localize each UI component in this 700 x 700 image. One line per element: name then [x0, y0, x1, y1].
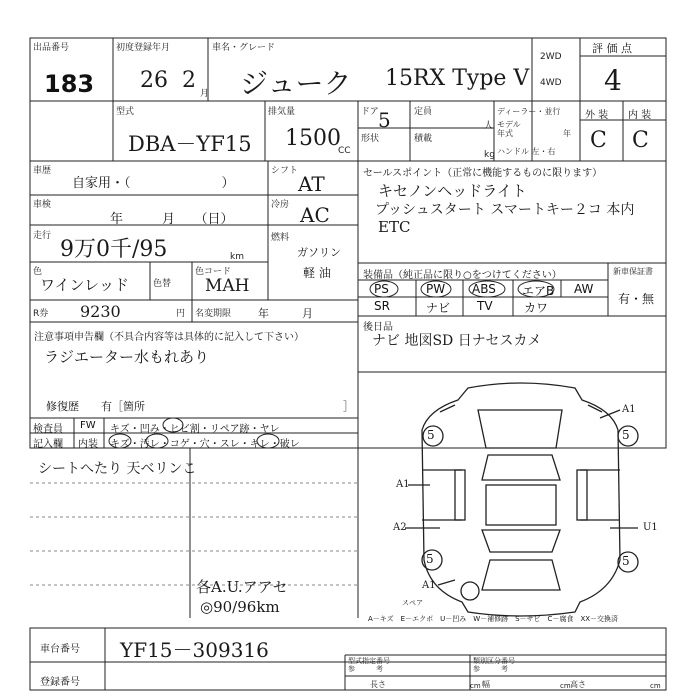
length-label: 長さ — [370, 680, 386, 689]
first-reg-year: 26 — [140, 68, 168, 93]
reg-label: 登録番号 — [40, 677, 80, 688]
aftermarket-value: ナビ 地図SD 日ナセスカメ — [372, 333, 542, 349]
month-unit: 月 — [200, 89, 210, 99]
selling-line2: プッシュスタート スマートキー２コ 本内 — [375, 202, 635, 218]
fuel-label: 燃料 — [271, 233, 290, 243]
interior-label: 内装 — [78, 439, 98, 450]
mark-right-door: U1 — [643, 522, 658, 533]
height-label: 高さ — [570, 680, 586, 689]
ext-value: C — [590, 128, 607, 153]
name-label: 車名・グレード — [212, 43, 276, 53]
shape-label: 形状 — [361, 134, 380, 144]
ticket-label: R券 — [33, 309, 49, 319]
ac-value: AC — [300, 203, 330, 227]
aftermarket-label: 後日品 — [363, 322, 393, 333]
equip-label: 装備品（純正品に限り○をつけてください） — [363, 270, 562, 281]
grade: 15RX Type V — [385, 66, 530, 91]
load-label: 積載 — [414, 134, 433, 144]
handle-label: ハンドル 左・右 — [497, 147, 556, 156]
displacement-label: 排気量 — [268, 107, 296, 117]
type-spec-label: 型式指定番号 参 考 — [348, 657, 390, 673]
memo-line2: ◎90/96km — [200, 598, 280, 616]
equip-aw: AW — [574, 282, 594, 296]
int-value: C — [632, 128, 649, 153]
length-cm: cm — [470, 682, 481, 690]
mark-front-right: A1 — [622, 404, 636, 415]
kg-unit: kg — [484, 150, 495, 160]
km-unit: km — [230, 252, 244, 262]
tire-front-left: 5 — [427, 428, 435, 442]
color-code-value: MAH — [205, 276, 250, 296]
legend: A－キズ E－エクボ U－凹み W－補修跡 S－サビ C－腐食 XX－交換済 — [368, 615, 619, 623]
warranty-value: 有・無 — [618, 292, 655, 306]
ticket-value: 9230 — [80, 302, 121, 321]
selling-line3: ETC — [378, 218, 411, 236]
inspector-note: シートへたり 天ベリンこ — [38, 461, 197, 477]
equip-airbag: エアB — [522, 284, 555, 298]
notes-value: ラジエーター水もれあり — [44, 348, 210, 366]
fuel-diesel: 軽 油 — [303, 266, 331, 280]
mark-rear-left: A1 — [422, 580, 436, 591]
history-value: 自家用・（ ） — [72, 176, 235, 191]
ext-label: 外 装 — [585, 110, 609, 121]
first-reg-label: 初度登録年月 — [116, 43, 171, 53]
equip-tv: TV — [477, 299, 493, 313]
year-unit: 年 — [563, 129, 571, 138]
model-value: DBA－YF15 — [128, 132, 252, 156]
history-label: 車歴 — [33, 166, 52, 176]
first-reg-month: 2 — [182, 68, 196, 93]
color-code-label: 色コード — [195, 267, 232, 277]
width-cm: cm — [560, 682, 571, 690]
memo-line1: 各A.U.アアセ — [196, 578, 288, 596]
color-value: ワインレッド — [40, 276, 130, 294]
name-change-label: 名変期限 — [195, 309, 232, 319]
inspection-value: 年 月 （日） — [110, 212, 234, 227]
yen-unit: 円 — [176, 309, 186, 319]
inspection-label: 車検 — [33, 200, 52, 210]
lot-number: 183 — [44, 70, 95, 98]
ac-label: 冷房 — [271, 200, 290, 210]
repair-label: 修復歴 有［箇所 ］ — [46, 400, 354, 413]
car-name: ジューク — [240, 67, 352, 100]
fw-label: FW — [80, 420, 96, 431]
color-change-label: 色替 — [153, 279, 172, 289]
equip-pw: PW — [426, 282, 446, 296]
spare-label: スペア — [402, 599, 423, 607]
int-label: 内 装 — [628, 110, 652, 121]
selling-line1: キセノンヘッドライト — [378, 182, 527, 200]
capacity-label: 定員 — [414, 107, 433, 117]
tire-front-right: 5 — [622, 428, 630, 442]
tire-rear-right: 5 — [622, 554, 630, 568]
chassis-label: 車台番号 — [40, 644, 80, 655]
equip-sr: SR — [374, 299, 390, 313]
mileage-label: 走行 — [33, 231, 52, 241]
notes-label: 注意事項申告欄（不具合内容等は具体的に記入して下さい） — [34, 332, 304, 343]
model-year-label: モデル 年式 — [497, 120, 521, 138]
equip-abs: ABS — [472, 282, 496, 296]
check-line2: キズ・汚レ・コゲ・穴・スレ・キレ・破レ — [110, 439, 300, 450]
check-label: 検査員 — [33, 424, 63, 435]
color-label: 色 — [33, 267, 43, 277]
lot-label: 出品番号 — [33, 43, 70, 53]
door-value: 5 — [378, 108, 391, 132]
cc-unit: CC — [338, 146, 351, 156]
selling-label: セールスポイント（正常に機能するものに限ります） — [363, 168, 603, 179]
chassis-value: YF15－309316 — [120, 638, 269, 662]
height-cm: cm — [650, 682, 661, 690]
model-label: 型式 — [116, 107, 135, 117]
displacement-value: 1500 — [285, 126, 341, 151]
check-line1: キズ・凹み・ヒビ割・リペア跡・ヤレ — [110, 424, 280, 435]
rating-label: 評 価 点 — [592, 42, 632, 55]
equip-ps: PS — [374, 282, 389, 296]
warranty-label: 新車保証書 — [613, 267, 653, 276]
width-label: 幅 — [482, 680, 490, 689]
drive-2wd: 2WD — [540, 52, 562, 62]
door-label: ドア — [361, 107, 379, 117]
shift-value: AT — [298, 172, 325, 196]
mark-left-fender: A1 — [396, 479, 410, 490]
fill-label: 記入欄 — [33, 439, 63, 450]
rating-value: 4 — [604, 64, 622, 97]
equip-cam: カワ — [524, 301, 549, 315]
tire-rear-left: 5 — [426, 552, 434, 566]
fuel-gas: ガソリン — [297, 246, 341, 259]
dealer-label: ディーラー・並行 — [497, 107, 561, 116]
shift-label: シフト — [271, 166, 299, 176]
class-label: 類別区分番号 参 考 — [473, 657, 515, 673]
drive-4wd: 4WD — [540, 78, 562, 88]
name-change-value: 年 月 — [258, 307, 313, 320]
mileage-value: 9万0千/95 — [60, 237, 168, 262]
mark-left-door: A2 — [393, 522, 407, 533]
person-unit: 人 — [484, 121, 494, 131]
equip-navi: ナビ — [426, 301, 451, 315]
